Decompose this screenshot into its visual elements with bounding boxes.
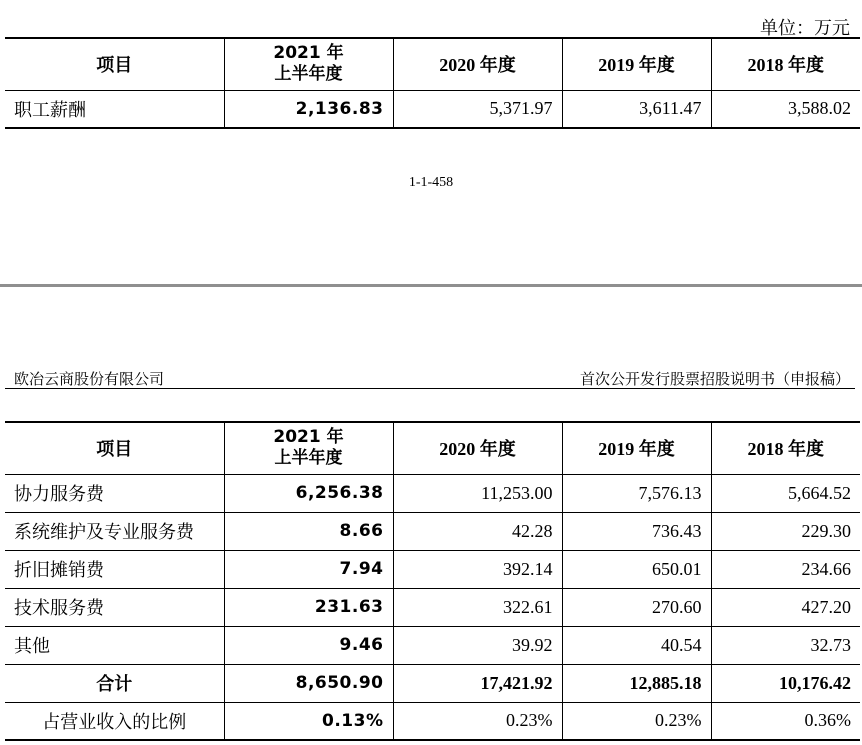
- cell-2020: 39.92: [393, 626, 562, 664]
- row-label: 协力服务费: [14, 484, 104, 504]
- table-row: [5, 626, 860, 664]
- header-2021-line2: 上半年度: [274, 448, 343, 469]
- cell-2019: 0.23%: [562, 702, 711, 740]
- header-2018: 2018 年度: [711, 38, 860, 90]
- cell-2021h1: 2,136.83: [224, 90, 393, 128]
- cost-table: [5, 421, 860, 741]
- table-row: [5, 512, 860, 550]
- header-2021h1: [224, 422, 393, 474]
- row-label: 系统维护及专业服务费: [14, 522, 194, 542]
- cell-2021h1: 9.46: [224, 626, 393, 664]
- cell-2020: 0.23%: [393, 702, 562, 740]
- company-name: 欧冶云商股份有限公司: [14, 372, 165, 388]
- header-2021-line1: 2021 年: [273, 43, 344, 64]
- header-2019: 2019 年度: [562, 422, 711, 474]
- cell-2021h1: 6,256.38: [224, 474, 393, 512]
- cell-2018: 5,664.52: [711, 474, 860, 512]
- cell-2020: 322.61: [393, 588, 562, 626]
- cell-2021h1: 8.66: [224, 512, 393, 550]
- cell-2018: 3,588.02: [711, 90, 860, 128]
- cell-2020: 392.14: [393, 550, 562, 588]
- cell-2019: 650.01: [562, 550, 711, 588]
- salary-table: [5, 37, 860, 129]
- header-2020: 2020 年度: [393, 38, 562, 90]
- cell-2019: 40.54: [562, 626, 711, 664]
- table-row-ratio: [5, 702, 860, 740]
- row-label: 折旧摊销费: [14, 560, 104, 580]
- row-label: 技术服务费: [14, 598, 104, 618]
- row-label: 占营业收入的比例: [42, 711, 187, 732]
- cell-2021h1: 8,650.90: [224, 664, 393, 702]
- header-item: 项目: [96, 439, 133, 460]
- cell-2018: 229.30: [711, 512, 860, 550]
- cell-2020: 11,253.00: [393, 474, 562, 512]
- document-title: 首次公开发行股票招股说明书（申报稿）: [579, 372, 850, 388]
- header-2018: 2018 年度: [711, 422, 860, 474]
- header-item: 项目: [96, 55, 133, 76]
- table-row-total: [5, 664, 860, 702]
- cell-2019: 270.60: [562, 588, 711, 626]
- cell-2019: 12,885.18: [562, 664, 711, 702]
- cell-2019: 7,576.13: [562, 474, 711, 512]
- header-2020: 2020 年度: [393, 422, 562, 474]
- cell-2018: 234.66: [711, 550, 860, 588]
- cell-2021h1: 7.94: [224, 550, 393, 588]
- page-number: 1-1-458: [408, 175, 454, 190]
- header-2021-line1: 2021 年: [273, 427, 344, 448]
- cell-2018: 10,176.42: [711, 664, 860, 702]
- cell-2020: 42.28: [393, 512, 562, 550]
- cell-2019: 3,611.47: [562, 90, 711, 128]
- table-row: [5, 90, 860, 128]
- row-label: 合计: [96, 674, 133, 694]
- table-header-row: [5, 422, 860, 474]
- header-2021h1: [224, 38, 393, 90]
- row-label: 职工薪酬: [14, 99, 86, 120]
- table-row: [5, 474, 860, 512]
- table-row: [5, 550, 860, 588]
- unit-label: 单位：万元: [760, 18, 850, 38]
- cell-2021h1: 0.13%: [224, 702, 393, 740]
- header-rule: [5, 388, 855, 389]
- cell-2018: 0.36%: [711, 702, 860, 740]
- page-divider: [0, 284, 862, 287]
- header-2021-line2: 上半年度: [274, 64, 343, 85]
- row-label: 其他: [14, 636, 50, 656]
- cell-2018: 427.20: [711, 588, 860, 626]
- table-row: [5, 588, 860, 626]
- header-2019: 2019 年度: [562, 38, 711, 90]
- cell-2020: 5,371.97: [393, 90, 562, 128]
- cell-2018: 32.73: [711, 626, 860, 664]
- table-header-row: [5, 38, 860, 90]
- cell-2020: 17,421.92: [393, 664, 562, 702]
- cell-2019: 736.43: [562, 512, 711, 550]
- cell-2021h1: 231.63: [224, 588, 393, 626]
